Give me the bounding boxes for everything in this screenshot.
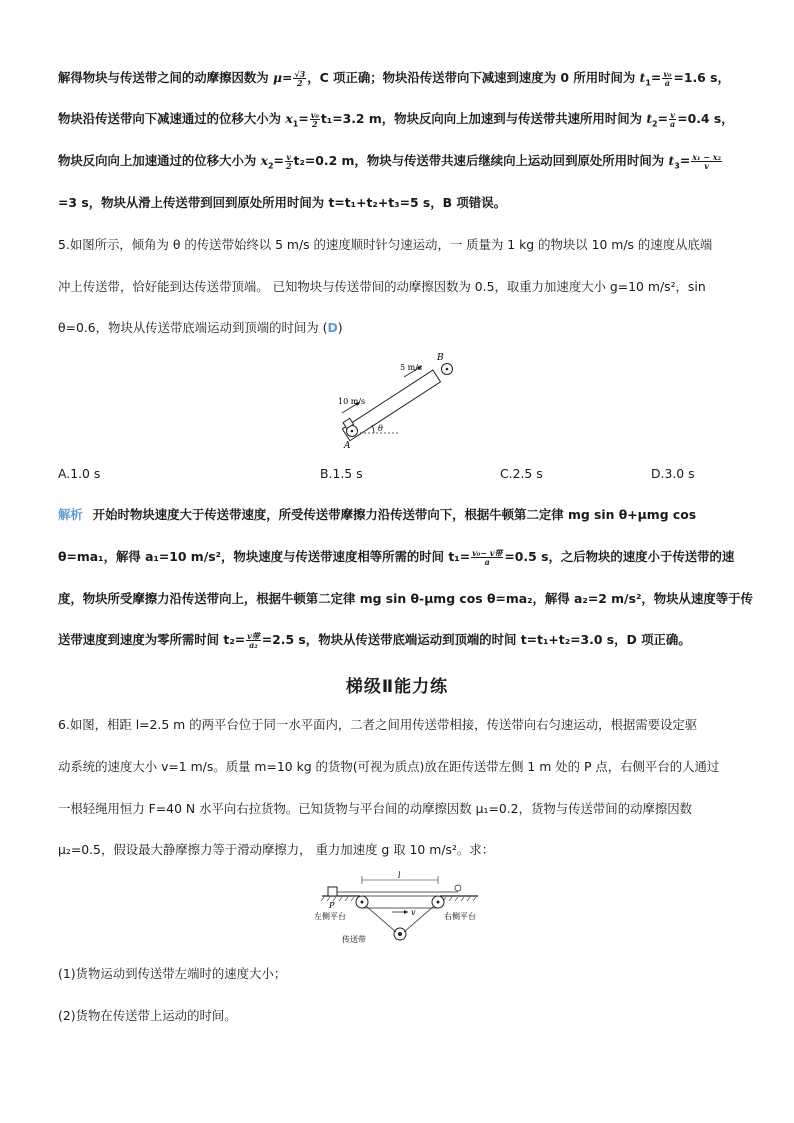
fraction [662, 70, 672, 87]
text: 解得物块与传送带之间的动摩擦因数为 [58, 70, 269, 85]
text: t=t₁+t₂+t₃=5 s，B 项错误。 [328, 195, 506, 210]
frac-num: v [286, 152, 292, 162]
sub: 3 [674, 161, 680, 171]
text: =0.4 s， [677, 111, 734, 126]
sub: 2 [652, 119, 658, 129]
frac-num: v带 [247, 631, 260, 641]
frac-den: 2 [312, 119, 318, 129]
q5-line-2: 冲上传送带，恰好能到达传送带顶端。 已知物块与传送带间的动摩擦因数为 0.5，取重力加速度大小 g=10 m/s²，sin [58, 279, 706, 294]
label-5ms: 5 m/s [400, 363, 423, 372]
frac-num: v [670, 110, 675, 120]
label-a: A [344, 441, 351, 450]
fraction [285, 153, 293, 170]
frac-den: 2 [285, 161, 292, 171]
frac-den: v [704, 161, 709, 171]
text: 送带速度到速度为零所需时间 t₂= [58, 632, 246, 647]
mu-symbol: μ= [272, 70, 293, 85]
option-b: B.1.5 s [320, 466, 363, 481]
label-10ms: 10 m/s [338, 397, 366, 406]
fraction [310, 111, 320, 128]
frac-den: 2 [297, 78, 303, 88]
fraction [669, 111, 676, 128]
label-theta: θ [378, 424, 383, 433]
label-l: l [398, 871, 401, 880]
cargo-icon [328, 887, 337, 896]
frac-den: a [484, 557, 490, 567]
sol5-line-4 [58, 632, 691, 649]
answer-mark: D [327, 320, 338, 335]
fraction [691, 153, 722, 170]
var: t [646, 111, 653, 126]
option-a: A.1.0 s [58, 466, 101, 481]
frac-num: v₀− v带 [472, 548, 503, 558]
q6-line-3: 一根轻绳用恒力 F=40 N 水平向右拉货物。已知货物与平台间的动摩擦因数 μ₁=0.2，货物与传送带间的动摩擦因数 [58, 801, 693, 816]
text: t₂=0.2 m，物块与传送带共速后继续向上运动回到原处所用时间为 [293, 153, 665, 168]
text: = [650, 70, 662, 85]
text: 物块反向向上加速通过的位移大小为 [58, 153, 257, 168]
sub: 1 [292, 119, 299, 129]
text: 开始时物块速度大于传送带速度，所受传送带摩擦力沿传送带向下，根据牛顿第二定律 mg sin θ+μmg cos [92, 507, 697, 522]
label-left-platform: 左侧平台 [314, 912, 346, 921]
prev-solution-line-3: 物块反向向上加速通过的位移大小为 $x_2=$ $\frac{v}{2}$ t₂=0.2 m，物块与传送带共速后继续向上运动回到原处所用时间为 $t_3=$ $\frac{\text{x₁ − x₂}}{v}$ [58, 152, 722, 171]
prev-solution-line-1 [58, 70, 730, 91]
option-d: D.3.0 s [651, 466, 695, 481]
text: ) [337, 320, 343, 335]
section-title: 梯级Ⅱ能力练 [345, 677, 449, 697]
fraction [293, 70, 306, 87]
frac-num: √3 [294, 69, 306, 79]
incline-conveyor-figure [330, 350, 480, 450]
fraction [471, 549, 503, 566]
fraction [246, 632, 261, 649]
var: t [639, 70, 646, 85]
q6-subquestion-2: (2)货物在传送带上运动的时间。 [58, 1008, 237, 1023]
sol5-line-3: 度，物块所受摩擦力沿传送带向上，根据牛顿第二定律 mg sin θ-μmg cos θ=ma₂，解得 a₂=2 m/s²，物块从速度等于传 [58, 591, 753, 606]
var: x [285, 111, 293, 126]
text: θ=ma₁，解得 a₁=10 m/s²，物块速度与传送带速度相等所需的时间 t₁= [58, 549, 471, 564]
frac-den: a [664, 78, 670, 88]
rope-end-icon [455, 885, 461, 891]
text: =2.5 s，物块从传送带底端运动到顶端的时间 t=t₁+t₂=3.0 s，D 项正确。 [261, 632, 691, 647]
sol5-line-2 [58, 549, 734, 566]
frac-num: v₀ [310, 110, 319, 120]
frac-den: a [670, 119, 676, 129]
var: t [668, 153, 675, 168]
text: θ=0.6，物块从传送带底端运动到顶端的时间为 ( [58, 320, 328, 335]
text: =0.5 s，之后物块的速度小于传送带的速 [504, 549, 735, 564]
label-b: B [437, 353, 444, 363]
sub: 2 [267, 161, 274, 171]
analysis-tag: 解析 [58, 507, 83, 522]
option-c: C.2.5 s [500, 466, 543, 481]
text: =3 s，物块从滑上传送带到回到原处所用时间为 [58, 195, 325, 210]
q6-line-1: 6.如图，相距 l=2.5 m 的两平台位于同一水平面内，二者之间用传送带相接，传送带向右匀速运动，根据需要设定驱 [58, 717, 698, 732]
label-v: v [411, 908, 416, 917]
text: =1.6 s， [673, 70, 730, 85]
frac-num: x₁ − x₂ [692, 152, 722, 162]
platform-conveyor-figure [310, 870, 490, 955]
prev-solution-line-4 [58, 195, 506, 211]
q6-line-2: 动系统的速度大小 v=1 m/s。质量 m=10 kg 的货物(可视为质点)放在距传送带左侧 1 m 处的 P 点，右侧平台的人通过 [58, 759, 720, 774]
label-right-platform: 右侧平台 [444, 912, 476, 921]
q6-subquestion-1: (1)货物运动到传送带左端时的速度大小； [58, 966, 287, 981]
q6-line-4: μ₂=0.5，假设最大静摩擦力等于滑动摩擦力， 重力加速度 g 取 10 m/s²。求： [58, 842, 495, 857]
text: t₁=3.2 m，物块反向向上加速到与传送带共速所用时间为 [320, 111, 642, 126]
var: x [260, 153, 268, 168]
q5-line-3 [58, 320, 343, 336]
q5-line-1: 5.如图所示，倾角为 θ 的传送带始终以 5 m/s 的速度顺时针匀速运动，一 质量为 1 kg 的物块以 10 m/s 的速度从底端 [58, 237, 713, 252]
label-belt: 传送带 [342, 935, 366, 944]
sol5-line-1 [58, 507, 696, 523]
prev-solution-line-2: 物块沿传送带向下减速通过的位移大小为 $x_1=$ $\frac{\text{v₀}}{2}$ t₁=3.2 m，物块反向向上加速到与传送带共速所用时间为 $t_2=$ $\frac{v}{a}$ =0.4 s， [58, 110, 734, 129]
text: 物块沿传送带向下减速通过的位移大小为 [58, 111, 282, 126]
sub: 1 [645, 78, 651, 88]
text: ，C 项正确；物块沿传送带向下减速到速度为 0 所用时间为 [307, 70, 636, 85]
label-p: P [329, 901, 335, 910]
frac-den: a₂ [249, 640, 258, 650]
frac-num: v₀ [663, 69, 672, 79]
